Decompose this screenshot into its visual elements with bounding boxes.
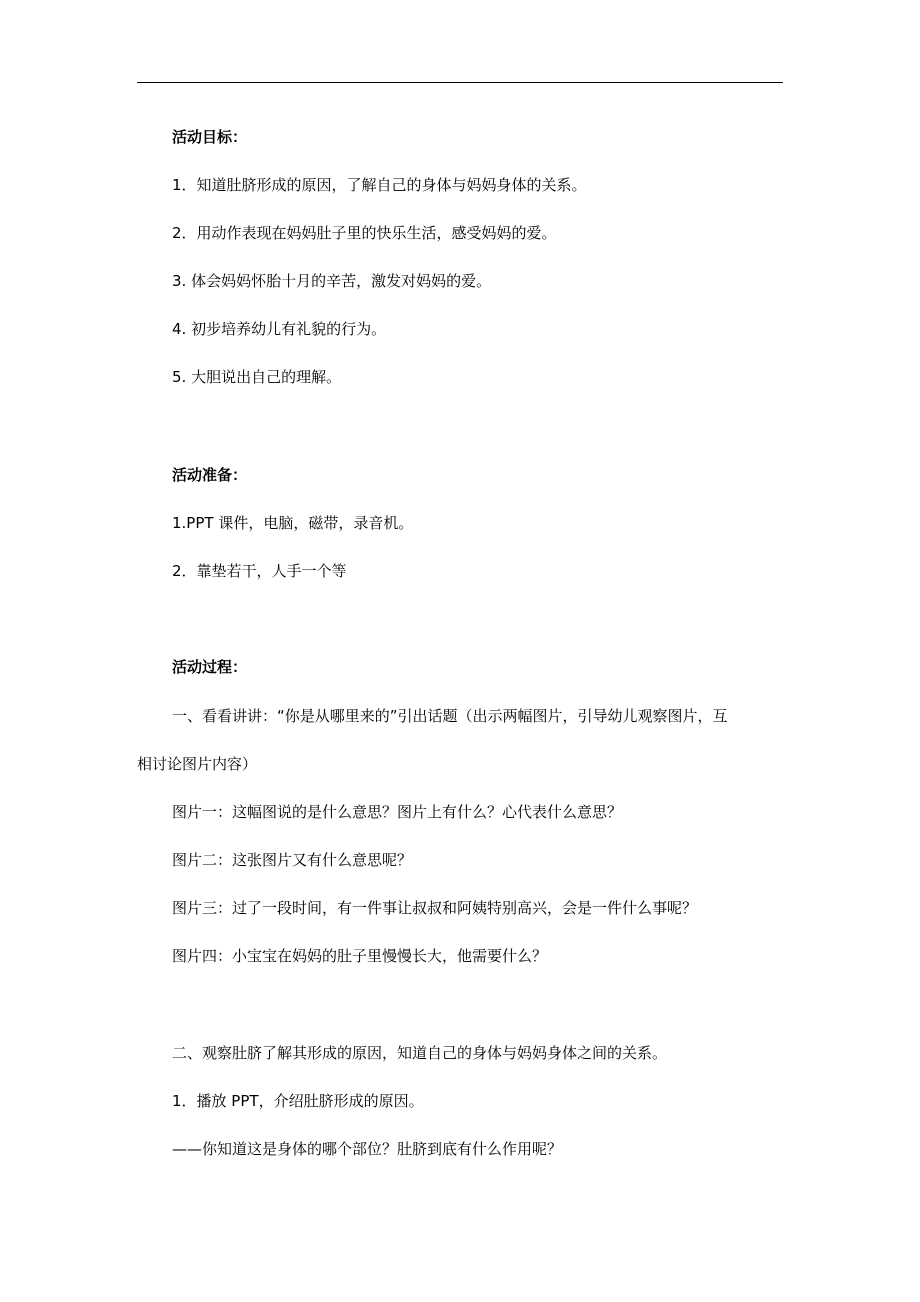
process-step1-line2: 相讨论图片内容） bbox=[137, 755, 258, 773]
preparation-item-2: 2．靠垫若干，人手一个等 bbox=[172, 562, 347, 580]
picture-question-1: 图片一：这幅图说的是什么意思？图片上有什么？心代表什么意思？ bbox=[172, 803, 623, 821]
goal-item-4: 4. 初步培养幼儿有礼貌的行为。 bbox=[172, 320, 387, 338]
header-rule bbox=[137, 82, 783, 83]
process-step2: 二、观察肚脐了解其形成的原因，知道自己的身体与妈妈身体之间的关系。 bbox=[172, 1044, 668, 1062]
preparation-heading: 活动准备： bbox=[172, 466, 248, 484]
process-step2-question: ——你知道这是身体的哪个部位？肚脐到底有什么作用呢？ bbox=[172, 1140, 563, 1158]
picture-question-3: 图片三：过了一段时间，有一件事让叔叔和阿姨特别高兴，会是一件什么事呢？ bbox=[172, 899, 698, 917]
goal-item-1: 1．知道肚脐形成的原因，了解自己的身体与妈妈身体的关系。 bbox=[172, 176, 587, 194]
process-step2-item1: 1．播放 PPT，介绍肚脐形成的原因。 bbox=[172, 1092, 424, 1110]
picture-question-4: 图片四：小宝宝在妈妈的肚子里慢慢长大，他需要什么？ bbox=[172, 947, 548, 965]
picture-question-2: 图片二：这张图片又有什么意思呢？ bbox=[172, 851, 413, 869]
goals-heading: 活动目标： bbox=[172, 128, 248, 146]
goal-item-5: 5. 大胆说出自己的理解。 bbox=[172, 368, 342, 386]
process-heading: 活动过程： bbox=[172, 658, 248, 676]
goal-item-3: 3. 体会妈妈怀胎十月的辛苦，激发对妈妈的爱。 bbox=[172, 272, 492, 290]
preparation-item-1: 1.PPT 课件，电脑，磁带，录音机。 bbox=[172, 514, 414, 532]
process-step1-line1: 一、看看讲讲：“你是从哪里来的”引出话题（出示两幅图片，引导幼儿观察图片，互 bbox=[172, 707, 728, 725]
goal-item-2: 2．用动作表现在妈妈肚子里的快乐生活，感受妈妈的爱。 bbox=[172, 224, 557, 242]
